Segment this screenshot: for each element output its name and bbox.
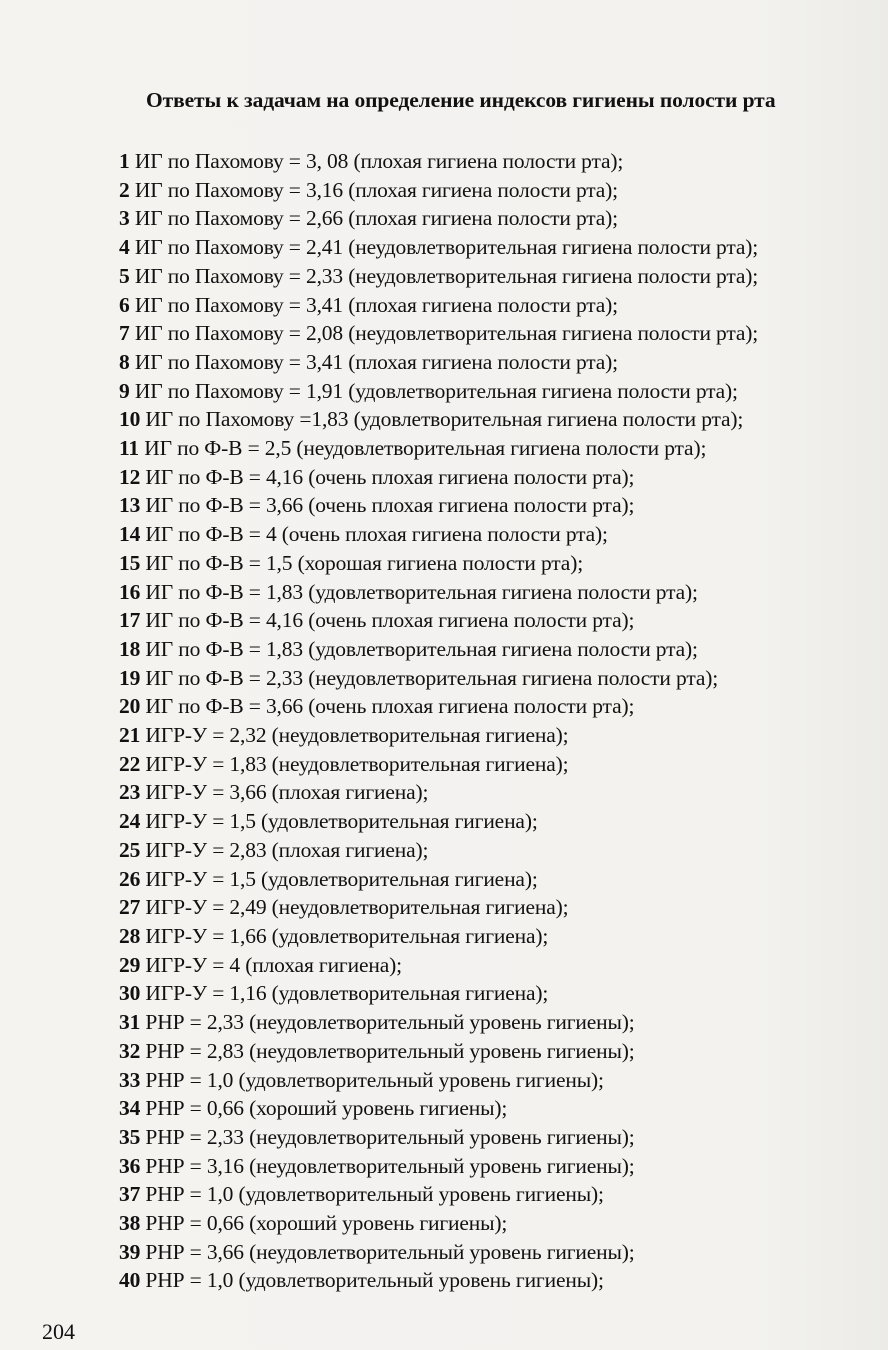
answer-item — [119, 319, 758, 348]
answer-text: РНР = 3,16 (неудовлетворительный уровень гигиены); — [140, 1153, 635, 1178]
answer-number: 15 — [119, 550, 141, 575]
answer-number: 4 — [119, 235, 130, 260]
answer-item — [119, 348, 758, 377]
answer-text: ИГ по Ф-В = 1,5 (хорошая гигиена полости рта); — [140, 550, 584, 575]
answer-item — [119, 291, 758, 320]
answer-item — [119, 979, 758, 1008]
answer-text: ИГ по Ф-В = 1,83 (удовлетворительная гигиена полости рта); — [140, 636, 698, 661]
answer-text: РНР = 0,66 (хороший уровень гигиены); — [140, 1096, 508, 1121]
answer-text: ИГР-У = 2,49 (неудовлетворительная гигиена); — [140, 895, 569, 920]
answer-text: РНР = 2,33 (неудовлетворительный уровень гигиены); — [140, 1010, 635, 1035]
answer-number: 18 — [119, 636, 141, 661]
answer-item — [119, 750, 758, 779]
answer-item — [119, 147, 758, 176]
answer-text: ИГ по Ф-В = 3,66 (очень плохая гигиена полости рта); — [140, 493, 635, 518]
answer-text: ИГР-У = 1,83 (неудовлетворительная гигиена); — [140, 751, 569, 776]
answer-text: ИГР-У = 1,66 (удовлетворительная гигиена); — [140, 923, 549, 948]
answer-text: ИГ по Пахомову = 1,91 (удовлетворительная гигиена полости рта); — [129, 378, 738, 403]
answer-text: ИГ по Пахомову = 2,08 (неудовлетворительная гигиена полости рта); — [129, 321, 759, 346]
answer-number: 27 — [119, 895, 141, 920]
answer-number: 25 — [119, 837, 141, 862]
answer-number: 32 — [119, 1038, 141, 1063]
answer-item — [119, 836, 758, 865]
answer-number: 14 — [119, 522, 141, 547]
answer-text: ИГ по Ф-В = 3,66 (очень плохая гигиена полости рта); — [140, 694, 635, 719]
answer-number: 33 — [119, 1067, 141, 1092]
answer-text: ИГ по Ф-В = 1,83 (удовлетворительная гигиена полости рта); — [140, 579, 698, 604]
answer-number: 6 — [119, 292, 130, 317]
answer-item — [119, 491, 758, 520]
answer-text: РНР = 2,83 (неудовлетворительный уровень гигиены); — [140, 1038, 635, 1063]
answer-text: ИГ по Пахомову = 2,33 (неудовлетворительная гигиена полости рта); — [129, 263, 759, 288]
answer-item — [119, 204, 758, 233]
answer-number: 22 — [119, 751, 141, 776]
answer-item — [119, 1008, 758, 1037]
answer-number: 8 — [119, 349, 130, 374]
answer-text: РНР = 0,66 (хороший уровень гигиены); — [140, 1211, 508, 1236]
answer-item — [119, 1152, 758, 1181]
answer-item — [119, 520, 758, 549]
answer-text: ИГР-У = 1,5 (удовлетворительная гигиена); — [140, 866, 538, 891]
answer-text: ИГ по Пахомову = 2,66 (плохая гигиена полости рта); — [129, 206, 618, 231]
answer-item — [119, 1180, 758, 1209]
answer-number: 1 — [119, 149, 130, 173]
answer-text: РНР = 2,33 (неудовлетворительный уровень гигиены); — [140, 1124, 635, 1149]
answer-text: ИГР-У = 3,66 (плохая гигиена); — [140, 780, 429, 805]
answer-number: 31 — [119, 1010, 141, 1035]
answer-item — [119, 664, 758, 693]
answer-item — [119, 951, 758, 980]
answer-number: 19 — [119, 665, 141, 690]
answer-item — [119, 377, 758, 406]
answer-number: 13 — [119, 493, 141, 518]
answer-item — [119, 778, 758, 807]
answer-text: ИГ по Пахомову =1,83 (удовлетворительная гигиена полости рта); — [140, 407, 744, 432]
answer-text: ИГ по Ф-В = 4 (очень плохая гигиена полости рта); — [140, 522, 608, 547]
answer-number: 21 — [119, 723, 141, 748]
answer-item — [119, 865, 758, 894]
answer-text: ИГ по Ф-В = 2,5 (неудовлетворительная гигиена полости рта); — [139, 436, 707, 461]
answer-item — [119, 1094, 758, 1123]
answer-number: 36 — [119, 1153, 141, 1178]
answer-item — [119, 1209, 758, 1238]
answer-item — [119, 692, 758, 721]
answer-list — [119, 147, 758, 1295]
answer-text: ИГ по Пахомову = 3, 08 (плохая гигиена полости рта); — [129, 149, 624, 173]
answer-text: ИГР-У = 2,32 (неудовлетворительная гигиена); — [140, 723, 569, 748]
answer-number: 29 — [119, 952, 141, 977]
answer-item — [119, 807, 758, 836]
answer-text: РНР = 1,0 (удовлетворительный уровень гигиены); — [140, 1182, 604, 1207]
page-title: Ответы к задачам на определение индексов гигиены полости рта — [146, 88, 776, 112]
answer-item — [119, 578, 758, 607]
answer-number: 35 — [119, 1124, 141, 1149]
answer-number: 2 — [119, 177, 130, 202]
answer-item — [119, 1037, 758, 1066]
answer-text: ИГ по Пахомову = 3,41 (плохая гигиена полости рта); — [129, 292, 618, 317]
answer-text: ИГР-У = 1,5 (удовлетворительная гигиена); — [140, 809, 538, 834]
answer-number: 28 — [119, 923, 141, 948]
answer-number: 39 — [119, 1239, 141, 1264]
answer-item — [119, 1238, 758, 1267]
answer-number: 11 — [119, 436, 140, 461]
answer-item — [119, 635, 758, 664]
answer-text: ИГ по Ф-В = 4,16 (очень плохая гигиена полости рта); — [140, 608, 635, 633]
answer-item — [119, 1123, 758, 1152]
answer-number: 17 — [119, 608, 141, 633]
answer-item — [119, 1066, 758, 1095]
page-number: 204 — [42, 1319, 75, 1344]
answer-item — [119, 606, 758, 635]
answer-number: 3 — [119, 206, 130, 231]
answer-number: 20 — [119, 694, 141, 719]
answer-item — [119, 721, 758, 750]
answer-text: ИГ по Пахомову = 2,41 (неудовлетворительная гигиена полости рта); — [129, 235, 759, 260]
answer-text: ИГ по Пахомову = 3,41 (плохая гигиена полости рта); — [129, 349, 618, 374]
answer-number: 9 — [119, 378, 130, 403]
answer-item — [119, 549, 758, 578]
answer-item — [119, 893, 758, 922]
answer-item — [119, 434, 758, 463]
answer-item — [119, 922, 758, 951]
answer-number: 12 — [119, 464, 141, 489]
answer-item — [119, 463, 758, 492]
answer-number: 10 — [119, 407, 141, 432]
answer-number: 26 — [119, 866, 141, 891]
answer-text: ИГ по Ф-В = 4,16 (очень плохая гигиена полости рта); — [140, 464, 635, 489]
answer-text: РНР = 1,0 (удовлетворительный уровень гигиены); — [140, 1268, 604, 1293]
answer-text: ИГР-У = 2,83 (плохая гигиена); — [140, 837, 429, 862]
answer-number: 7 — [119, 321, 130, 346]
answer-number: 40 — [119, 1268, 141, 1293]
answer-item — [119, 405, 758, 434]
answer-number: 30 — [119, 981, 141, 1006]
answer-number: 38 — [119, 1211, 141, 1236]
answer-number: 24 — [119, 809, 141, 834]
answer-number: 34 — [119, 1096, 141, 1121]
answer-text: РНР = 1,0 (удовлетворительный уровень гигиены); — [140, 1067, 604, 1092]
answer-item — [119, 176, 758, 205]
answer-item — [119, 233, 758, 262]
answer-text: ИГ по Пахомову = 3,16 (плохая гигиена полости рта); — [129, 177, 618, 202]
answer-item — [119, 262, 758, 291]
answer-number: 5 — [119, 263, 130, 288]
answer-text: ИГ по Ф-В = 2,33 (неудовлетворительная гигиена полости рта); — [140, 665, 719, 690]
answer-item — [119, 1266, 758, 1295]
answer-number: 37 — [119, 1182, 141, 1207]
answer-number: 16 — [119, 579, 141, 604]
answer-text: ИГР-У = 4 (плохая гигиена); — [140, 952, 402, 977]
answer-number: 23 — [119, 780, 141, 805]
answer-text: ИГР-У = 1,16 (удовлетворительная гигиена); — [140, 981, 549, 1006]
answer-text: РНР = 3,66 (неудовлетворительный уровень гигиены); — [140, 1239, 635, 1264]
